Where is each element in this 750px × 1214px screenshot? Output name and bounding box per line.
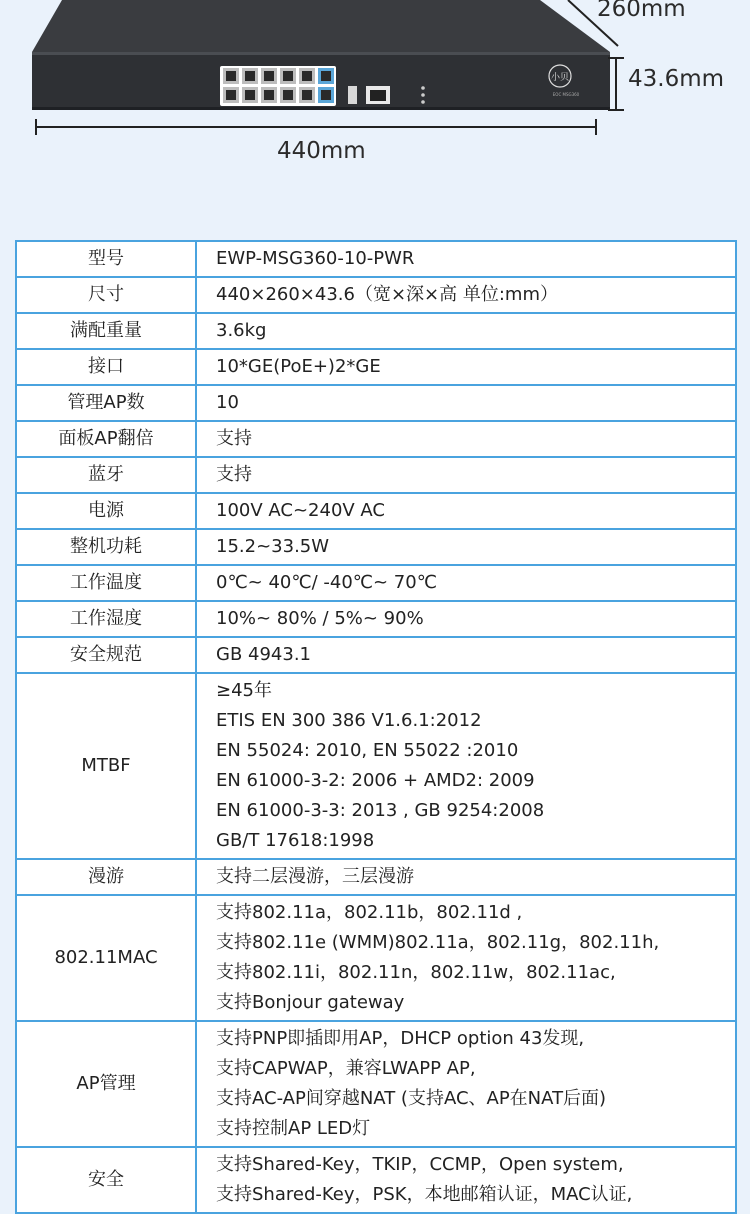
spec-row xyxy=(16,859,736,895)
spec-label: AP管理 xyxy=(16,1021,196,1147)
spec-value xyxy=(196,421,736,457)
spec-label: 尺寸 xyxy=(16,277,196,313)
led-indicator xyxy=(421,86,425,90)
spec-label: 工作湿度 xyxy=(16,601,196,637)
spec-value xyxy=(196,859,736,895)
spec-row xyxy=(16,241,736,277)
spec-value-line: 支持802.11e (WMM)802.11a，802.11g，802.11h, xyxy=(216,932,660,953)
spec-value xyxy=(196,637,736,673)
spec-label: MTBF xyxy=(16,673,196,859)
spec-row xyxy=(16,385,736,421)
spec-value-line: EN 55024: 2010, EN 55022 :2010 xyxy=(216,740,519,761)
spec-label: 型号 xyxy=(16,241,196,277)
spec-row xyxy=(16,565,736,601)
spec-label: 面板AP翻倍 xyxy=(16,421,196,457)
spec-value-line: 支持Bonjour gateway xyxy=(216,992,405,1013)
spec-value xyxy=(196,385,736,421)
spec-value-line: 支持CAPWAP，兼容LWAPP AP, xyxy=(216,1058,476,1079)
spec-value-line: 10*GE(PoE+)2*GE xyxy=(216,356,381,377)
spec-row xyxy=(16,895,736,1021)
spec-label: 满配重量 xyxy=(16,313,196,349)
spec-value-line: GB 4943.1 xyxy=(216,644,312,665)
spec-value xyxy=(196,529,736,565)
spec-label: 电源 xyxy=(16,493,196,529)
spec-row xyxy=(16,529,736,565)
spec-value-line: 0℃~ 40℃/ -40℃~ 70℃ xyxy=(216,572,437,593)
spec-value xyxy=(196,457,736,493)
spec-value-line: 支持Shared-Key，TKIP，CCMP，Open system, xyxy=(216,1154,624,1175)
usb-port xyxy=(348,86,357,104)
spec-value xyxy=(196,1147,736,1213)
spec-row xyxy=(16,421,736,457)
spec-value-line: 支持 xyxy=(216,464,252,485)
spec-value xyxy=(196,313,736,349)
panel-label: EOC MSG360 xyxy=(552,92,580,97)
spec-label: 工作温度 xyxy=(16,565,196,601)
spec-value-line: 10%~ 80% / 5%~ 90% xyxy=(216,608,424,629)
spec-label: 接口 xyxy=(16,349,196,385)
device-illustration xyxy=(0,0,750,225)
spec-value-line: 支持Shared-Key，PSK，本地邮箱认证，MAC认证, xyxy=(216,1184,633,1205)
spec-value xyxy=(196,565,736,601)
spec-label: 漫游 xyxy=(16,859,196,895)
spec-row xyxy=(16,637,736,673)
spec-value xyxy=(196,241,736,277)
spec-value-line: 100V AC~240V AC xyxy=(216,500,385,521)
spec-value-line: 支持802.11i，802.11n，802.11w，802.11ac, xyxy=(216,962,616,983)
spec-value-line: 支持802.11a，802.11b，802.11d , xyxy=(216,902,523,923)
spec-label: 802.11MAC xyxy=(16,895,196,1021)
spec-row xyxy=(16,313,736,349)
spec-value xyxy=(196,895,736,1021)
chassis-top xyxy=(32,0,610,52)
spec-row xyxy=(16,1021,736,1147)
spec-value-line: 支持控制AP LED灯 xyxy=(216,1118,371,1139)
spec-label: 整机功耗 xyxy=(16,529,196,565)
spec-value-line: EN 61000-3-2: 2006 + AMD2: 2009 xyxy=(216,770,535,791)
spec-value-line: GB/T 17618:1998 xyxy=(216,830,375,851)
spec-value xyxy=(196,601,736,637)
height-label: 43.6mm xyxy=(628,66,725,92)
spec-row xyxy=(16,1147,736,1213)
spec-label: 管理AP数 xyxy=(16,385,196,421)
spec-label: 安全规范 xyxy=(16,637,196,673)
spec-value xyxy=(196,277,736,313)
spec-value-line: 支持二层漫游，三层漫游 xyxy=(216,866,414,887)
spec-value-line: 3.6kg xyxy=(216,320,267,341)
depth-label: 260mm xyxy=(597,0,686,22)
spec-label: 安全 xyxy=(16,1147,196,1213)
spec-value-line: 15.2~33.5W xyxy=(216,536,330,557)
spec-value-line: 440×260×43.6（宽×深×高 单位:mm） xyxy=(216,284,558,305)
spec-value xyxy=(196,1021,736,1147)
spec-row xyxy=(16,673,736,859)
spec-row xyxy=(16,601,736,637)
spec-value-line: EN 61000-3-3: 2013 , GB 9254:2008 xyxy=(216,800,545,821)
spec-row xyxy=(16,457,736,493)
spec-value-line: 支持PNP即插即用AP，DHCP option 43发现, xyxy=(216,1028,585,1049)
spec-table xyxy=(15,240,737,1214)
spec-value-line: 10 xyxy=(216,392,239,413)
width-label: 440mm xyxy=(277,138,366,164)
spec-row xyxy=(16,349,736,385)
spec-value-line: 支持AC-AP间穿越NAT (支持AC、AP在NAT后面) xyxy=(216,1088,607,1109)
brand-logo-text: 小贝 xyxy=(550,73,570,83)
spec-value xyxy=(196,493,736,529)
spec-label: 蓝牙 xyxy=(16,457,196,493)
spec-value xyxy=(196,673,736,859)
spec-value-line: 支持 xyxy=(216,428,252,449)
led-indicator xyxy=(421,100,425,104)
spec-value-line: EWP-MSG360-10-PWR xyxy=(216,248,415,269)
spec-value xyxy=(196,349,736,385)
spec-row xyxy=(16,277,736,313)
spec-value-line: ≥45年 xyxy=(216,680,272,701)
spec-value-line: ETIS EN 300 386 V1.6.1:2012 xyxy=(216,710,482,731)
spec-row xyxy=(16,493,736,529)
product-image xyxy=(0,0,750,225)
led-indicator xyxy=(421,93,425,97)
